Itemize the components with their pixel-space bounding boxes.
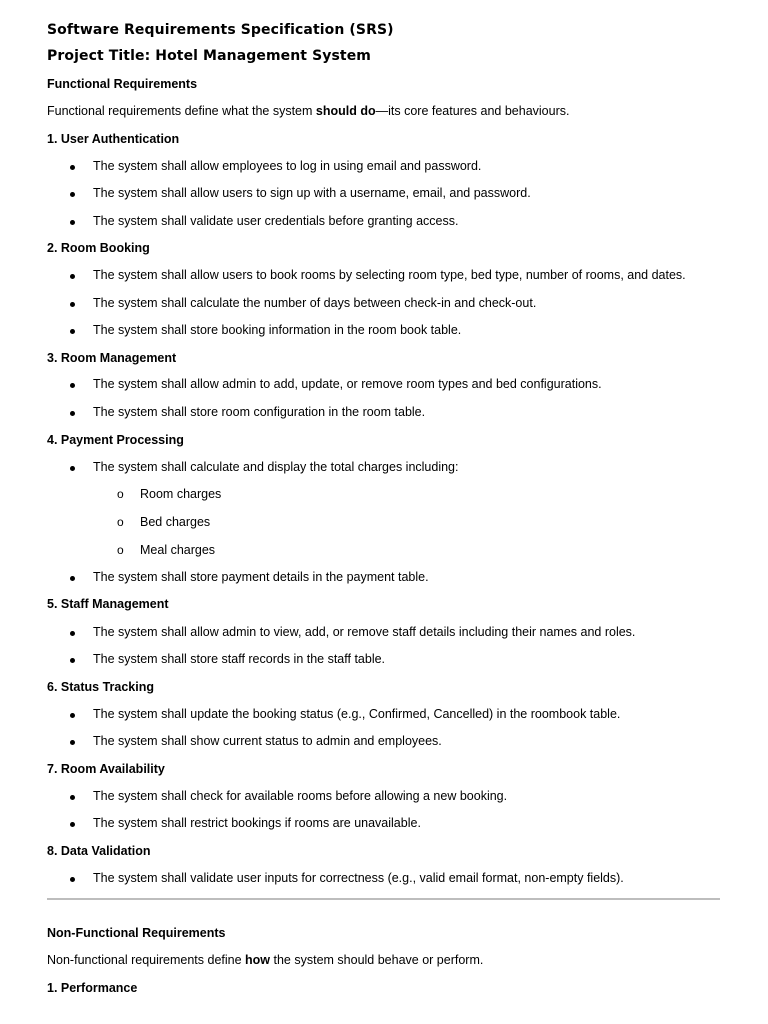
section-heading-staff-management: 5. Staff Management: [47, 597, 169, 611]
functional-heading: Functional Requirements: [47, 77, 198, 91]
nonfunctional-heading: Non-Functional Requirements: [47, 926, 226, 940]
bullet-icon: [70, 631, 75, 636]
bullet-icon: [70, 576, 75, 581]
bullet-icon: [70, 795, 75, 800]
horizontal-divider: [47, 898, 720, 900]
nonfunctional-intro: Non-functional requirements define how the system should behave or perform.: [47, 953, 484, 967]
section-heading-room-availability: 7. Room Availability: [47, 762, 165, 776]
section-heading-room-management: 3. Room Management: [47, 351, 177, 365]
circle-bullet-icon: o: [117, 487, 124, 501]
section-heading-status-tracking: 6. Status Tracking: [47, 680, 154, 694]
bullet-icon: [70, 713, 75, 718]
bullet-icon: [70, 302, 75, 307]
bullet-icon: [70, 329, 75, 334]
bullet-icon: [70, 383, 75, 388]
bullet-icon: [70, 411, 75, 416]
section-heading-performance: 1. Performance: [47, 981, 138, 995]
section-heading-data-validation: 8. Data Validation: [47, 844, 151, 858]
section-heading-payment-processing: 4. Payment Processing: [47, 433, 184, 447]
bullet-icon: [70, 274, 75, 279]
bullet-icon: [70, 658, 75, 663]
bullet-icon: [70, 220, 75, 225]
bullet-icon: [70, 877, 75, 882]
bullet-icon: [70, 165, 75, 170]
bullet-icon: [70, 192, 75, 197]
project-title: Project Title: Hotel Management System: [47, 48, 371, 64]
bullet-icon: [70, 740, 75, 745]
functional-intro: Functional requirements define what the system should do—its core features and behaviours.: [47, 104, 570, 118]
section-heading-user-authentication: 1. User Authentication: [47, 132, 180, 146]
section-heading-room-booking: 2. Room Booking: [47, 241, 150, 255]
circle-bullet-icon: o: [117, 515, 124, 529]
bullet-icon: [70, 466, 75, 471]
document-title: Software Requirements Specification (SRS): [47, 22, 394, 38]
circle-bullet-icon: o: [117, 543, 124, 557]
bullet-icon: [70, 822, 75, 827]
